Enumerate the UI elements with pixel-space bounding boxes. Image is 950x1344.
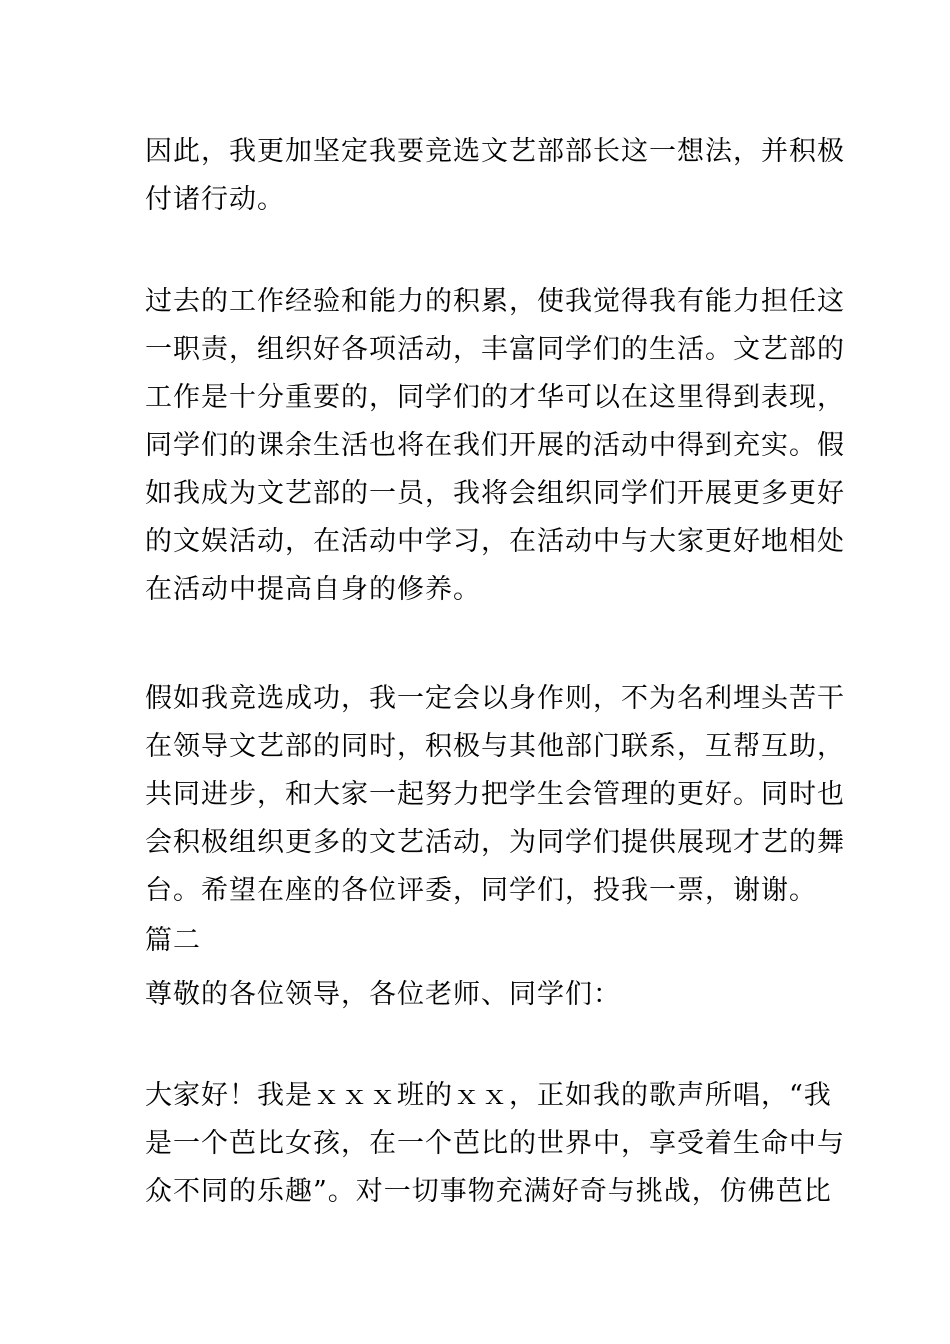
paragraph-4 [145, 1072, 845, 1216]
paragraph-line: 同学们的课余生活也将在我们开展的活动中得到充实。假 [145, 430, 845, 461]
paragraph-3 [145, 675, 845, 915]
paragraph-line: 一职责，组织好各项活动，丰富同学们的生活。文艺部的 [145, 334, 845, 365]
paragraph-line: 会积极组织更多的文艺活动，为同学们提供展现才艺的舞 [145, 827, 845, 858]
section-heading [145, 921, 810, 961]
paragraph-line: 的文娱活动，在活动中学习，在活动中与大家更好地相处 [145, 526, 845, 557]
paragraph-line: 在活动中提高自身的修养。 [145, 574, 481, 605]
paragraph-line: 共同进步，和大家一起努力把学生会管理的更好。同时也 [145, 779, 845, 810]
paragraph-line: 在领导文艺部的同时，积极与其他部门联系，互帮互助， [145, 731, 845, 762]
section-heading-text: 篇二 [145, 925, 201, 956]
paragraph-line: 众不同的乐趣”。对一切事物充满好奇与挑战，仿佛芭比 [145, 1176, 832, 1207]
paragraph-line: 假如我竞选成功，我一定会以身作则，不为名利埋头苦干 [145, 683, 845, 714]
paragraph-1 [145, 128, 845, 224]
paragraph-line: 如我成为文艺部的一员，我将会组织同学们开展更多更好 [145, 478, 845, 509]
paragraph-line: 大家好！我是ｘｘｘ班的ｘｘ，正如我的歌声所唱，“我 [145, 1080, 832, 1111]
paragraph-line: 是一个芭比女孩，在一个芭比的世界中，享受着生命中与 [145, 1128, 845, 1159]
paragraph-line: 工作是十分重要的，同学们的才华可以在这里得到表现， [145, 382, 845, 413]
paragraph-line: 台。希望在座的各位评委，同学们，投我一票，谢谢。 [145, 875, 817, 906]
paragraph-2 [145, 278, 845, 614]
paragraph-line: 付诸行动。 [145, 184, 285, 215]
salutation [145, 975, 810, 1015]
paragraph-line: 过去的工作经验和能力的积累，使我觉得我有能力担任这 [145, 286, 845, 317]
paragraph-line: 因此，我更加坚定我要竞选文艺部部长这一想法，并积极 [145, 136, 845, 167]
salutation-text: 尊敬的各位领导，各位老师、同学们： [145, 979, 621, 1010]
